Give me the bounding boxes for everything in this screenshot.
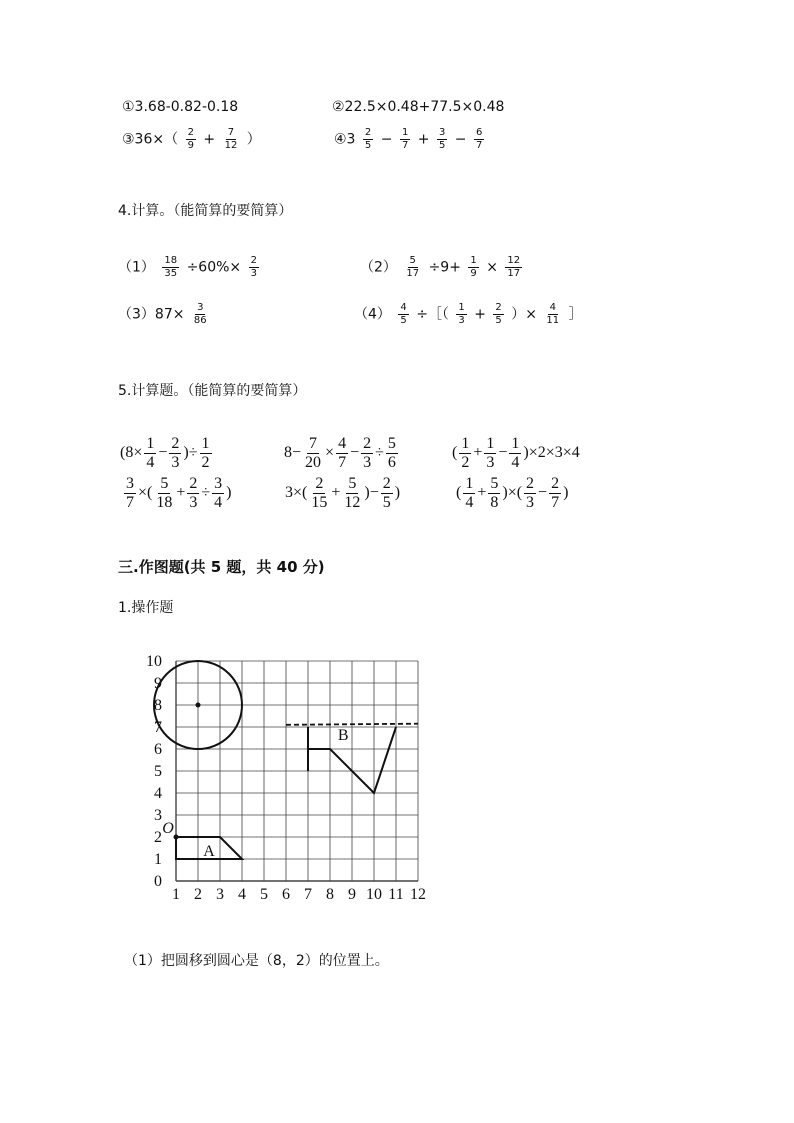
y-tick-label: 5 — [154, 763, 162, 780]
question-5-title: 5.计算题。（能简算的要简算） — [118, 383, 307, 399]
problem-3-1: ①3.68-0.82-0.18 — [122, 99, 239, 115]
y-tick-label: 1 — [154, 851, 162, 868]
x-tick-label: 5 — [260, 886, 268, 903]
problem-5-2: 8− $\frac{7}{20}$ × $\frac{4}{7}$ − $\frac{2}{3}$ ÷ $\frac{5}{6}$ — [284, 435, 396, 471]
y-tick-label: 10 — [146, 653, 162, 670]
y-tick-label: 9 — [154, 675, 162, 692]
y-tick-label: 2 — [154, 829, 162, 846]
problem-4-2: （2） $\frac{5}{17}$ ÷9+ $\frac{1}{9}$ × $\frac{12}{17}$ — [360, 255, 521, 279]
y-tick-label: 7 — [154, 719, 162, 736]
y-tick-label: 8 — [154, 697, 162, 714]
x-tick-label: 4 — [238, 886, 246, 903]
y-tick-label: 0 — [154, 873, 162, 890]
x-tick-label: 10 — [366, 886, 382, 903]
question-4-title: 4.计算。（能简算的要简算） — [118, 203, 293, 219]
problem-5-1: (8× $\frac{1}{4}$ − $\frac{2}{3}$ )÷ $\frac{1}{2}$ — [120, 435, 210, 471]
problem-3-4: ④3 $\frac{2}{5}$ − $\frac{1}{7}$ + $\frac{3}{5}$ − $\frac{6}{7}$ — [334, 127, 483, 151]
x-tick-label: 11 — [388, 886, 404, 903]
problem-5-3: ( $\frac{1}{2}$ + $\frac{1}{3}$ − $\frac{1}{4}$ )×2×3×4 — [452, 435, 580, 471]
x-tick-label: 12 — [410, 886, 426, 903]
problem-5-6: ( $\frac{1}{4}$ + $\frac{5}{8}$ )×( $\frac{2}{3}$ − $\frac{2}{7}$ ) — [456, 475, 569, 511]
problem-4-4: （4） $\frac{4}{5}$ ÷［（ $\frac{1}{3}$ + $\frac{2}{5}$ ）× $\frac{4}{11}$ ］ — [354, 302, 583, 326]
problem-3-2: ②22.5×0.48+77.5×0.48 — [332, 99, 505, 115]
x-tick-label: 8 — [326, 886, 334, 903]
y-tick-label: 6 — [154, 741, 162, 758]
y-tick-label: 4 — [154, 785, 162, 802]
x-tick-label: 1 — [172, 886, 180, 903]
x-tick-label: 9 — [348, 886, 356, 903]
problem-4-1: （1） $\frac{18}{35}$ ÷60%× $\frac{2}{3}$ — [118, 255, 257, 279]
question-1-title: 1.操作题 — [118, 600, 174, 616]
x-tick-label: 3 — [216, 886, 224, 903]
x-tick-label: 6 — [282, 886, 290, 903]
instruction-text: （1）把圆移到圆心是（8，2）的位置上。 — [124, 953, 389, 969]
section-heading: 三.作图题(共 5 题，共 40 分) — [118, 558, 325, 576]
dashed-line — [286, 724, 418, 725]
circle-center-dot — [196, 703, 201, 708]
y-tick-label: 3 — [154, 807, 162, 824]
label-a: A — [203, 843, 215, 860]
origin-label: O — [162, 820, 174, 837]
problem-5-4: $\frac{3}{7}$ ×( $\frac{5}{18}$ + $\frac{2}{3}$ ÷ $\frac{3}{4}$ ) — [126, 475, 232, 511]
label-b: B — [337, 727, 349, 745]
coordinate-grid-figure — [120, 650, 440, 910]
problem-3-3: ③36×（ $\frac{2}{9}$ + $\frac{7}{12}$ ） — [122, 127, 261, 151]
x-tick-label: 7 — [304, 886, 312, 903]
problem-5-5: 3×( $\frac{2}{15}$ + $\frac{5}{12}$ )− $\frac{2}{5}$ ) — [285, 475, 401, 511]
x-tick-label: 2 — [194, 886, 202, 903]
origin-point — [174, 835, 179, 840]
problem-4-3: （3）87× $\frac{3}{86}$ — [118, 302, 207, 326]
